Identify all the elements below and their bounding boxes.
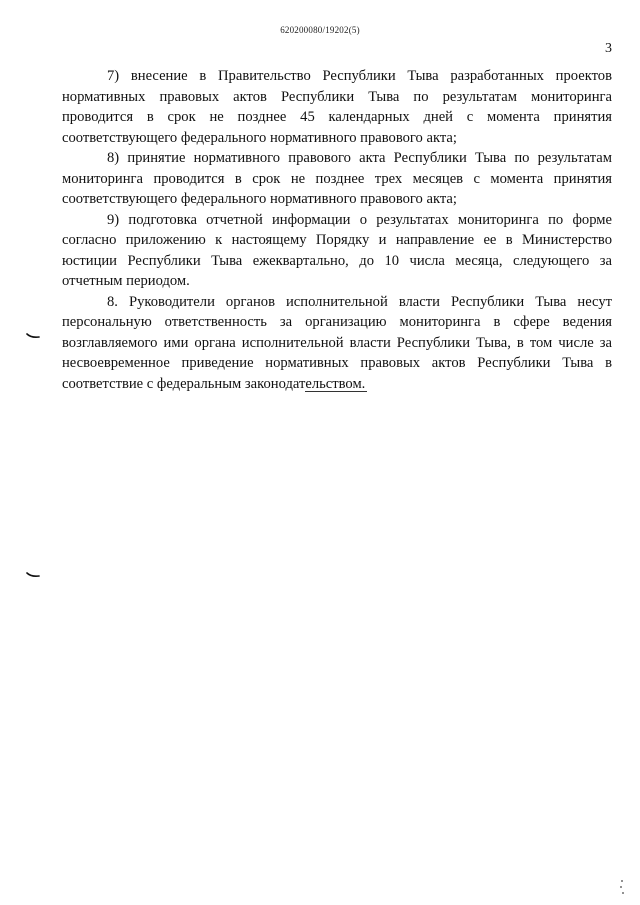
document-id: 620200080/19202(5): [280, 25, 360, 35]
scan-dots-icon: [618, 878, 626, 898]
paragraph-item-9: 9) подготовка отчетной информации о результатах мониторинга по форме согласно приложению к настоящему Порядку и направление ее в Министерство юстиции Республики Тыва ежеквартально, до 10 числа месяца, следующего за отчетным периодом.: [62, 211, 612, 289]
page-number: 3: [605, 41, 612, 56]
paragraph-item-8: 8) принятие нормативного правового акта Республики Тыва по результатам мониторинга проводится в срок не позднее трех месяцев с момента принятия соответствующего федерального нормативного правового акта;: [62, 150, 612, 207]
paragraph-item-7: 7) внесение в Правительство Республики Тыва разработанных проектов нормативных правовых актов Республики Тыва по результатам мониторинга проводится в срок не позднее 45 календарных дней с момента принятия соответствующего федерального нормативного правового акта;: [62, 68, 612, 146]
end-separator-line: [305, 391, 367, 392]
scan-mark-icon: [26, 572, 40, 578]
document-body: [62, 66, 612, 394]
paragraph-section-8: 8. Руководители органов исполнительной власти Республики Тыва несут персональную ответственность за организацию мониторинга в сфере ведения возглавляемого ими органа исполнительной власти Республики Тыва, в том числе за несвоевременное приведение нормативных правовых актов Республики Тыва в соответствие с федеральным законодательством.: [62, 293, 612, 392]
scan-mark-icon: [26, 333, 40, 339]
